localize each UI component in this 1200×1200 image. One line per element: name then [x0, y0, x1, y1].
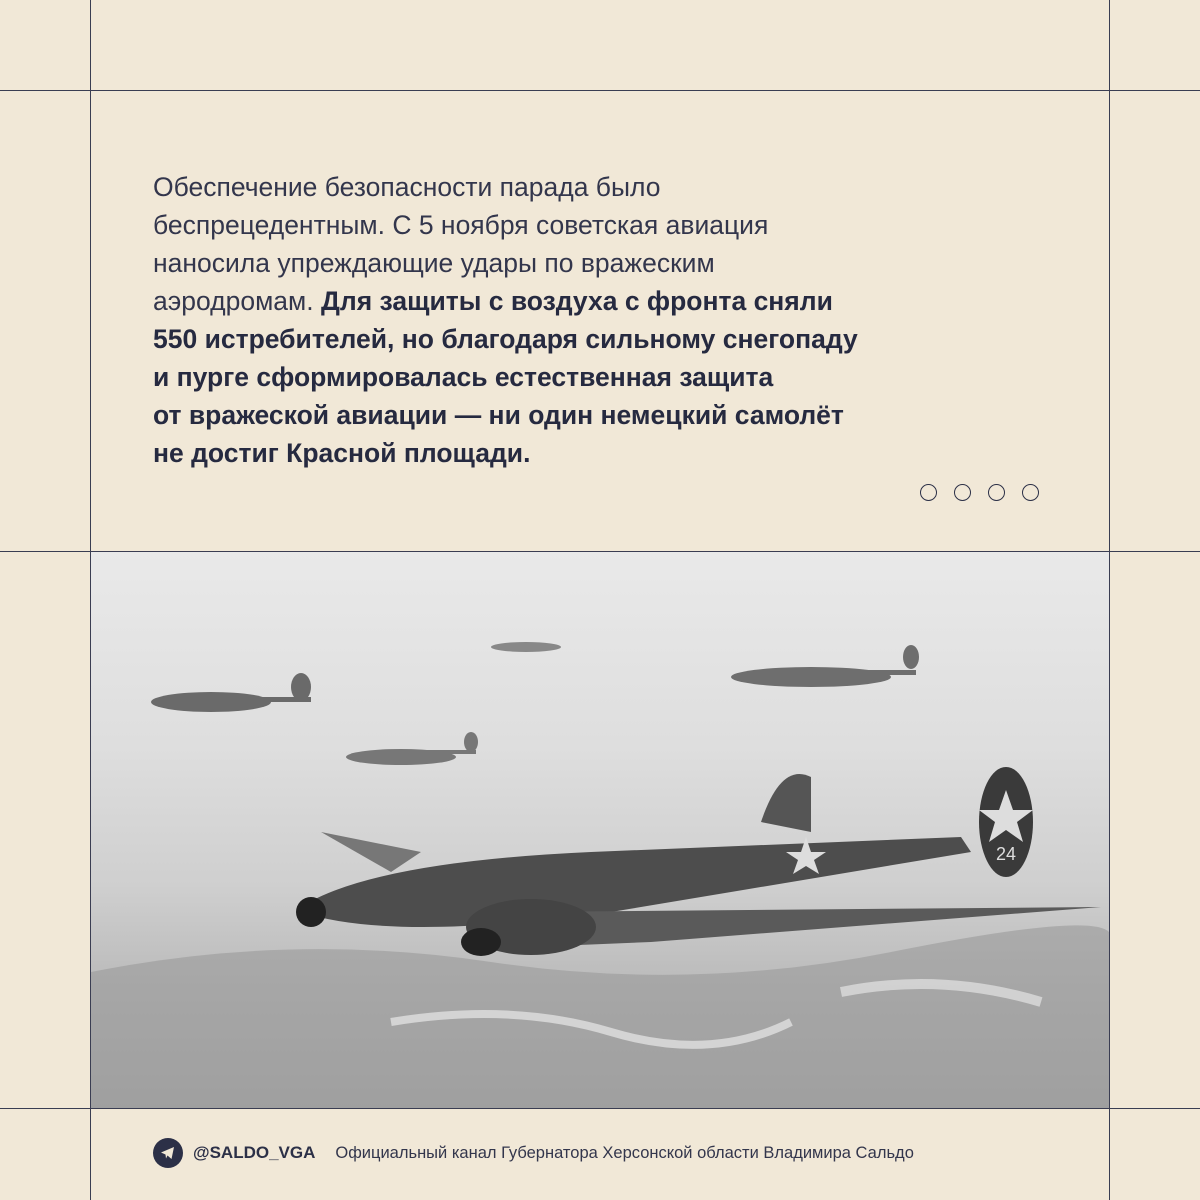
text-line: [153, 396, 858, 434]
channel-description: Официальный канал Губернатора Херсонской области Владимира Сальдо: [335, 1143, 914, 1162]
frame-line-right: [1109, 0, 1110, 1200]
text-line: [153, 358, 858, 396]
frame-line-top: [0, 90, 1200, 91]
text-normal: аэродромам.: [153, 286, 321, 316]
small-plane: [346, 732, 478, 765]
text-normal: Обеспечение безопасности парада было: [153, 172, 661, 202]
small-plane: [491, 642, 561, 652]
text-bold: не достиг Красной площади.: [153, 438, 531, 468]
text-bold: от вражеской авиации — ни один немецкий самолёт: [153, 400, 844, 430]
pagination-dot[interactable]: [954, 484, 971, 501]
text-line: [153, 206, 858, 244]
text-line: [153, 168, 858, 206]
carousel-pagination: [920, 484, 1039, 501]
text-bold: Для защиты с воздуха с фронта сняли: [321, 286, 833, 316]
aircraft-photo: [91, 552, 1109, 1108]
text-line: [153, 434, 858, 472]
channel-handle[interactable]: @SALDO_VGA: [193, 1143, 316, 1162]
aircraft-photo-illustration: [91, 552, 1109, 1108]
text-normal: наносила упреждающие удары по вражеским: [153, 248, 715, 278]
text-line: [153, 320, 858, 358]
footer: [153, 1138, 914, 1168]
text-normal: беспрецедентным. С 5 ноября советская авиация: [153, 210, 769, 240]
pagination-dot[interactable]: [920, 484, 937, 501]
tail-number: 24: [996, 844, 1017, 864]
text-bold: 550 истребителей, но благодаря сильному снегопаду: [153, 324, 858, 354]
text-line: [153, 282, 858, 320]
small-plane: [151, 673, 311, 712]
text-bold: и пурге сформировалась естественная защита: [153, 362, 774, 392]
text-line: [153, 244, 858, 282]
pagination-dot[interactable]: [988, 484, 1005, 501]
main-plane: [296, 767, 1101, 956]
pagination-dot[interactable]: [1022, 484, 1039, 501]
telegram-icon[interactable]: [153, 1138, 183, 1168]
small-plane: [731, 645, 919, 687]
body-text: [153, 168, 858, 472]
frame-line-bottom: [0, 1108, 1200, 1109]
